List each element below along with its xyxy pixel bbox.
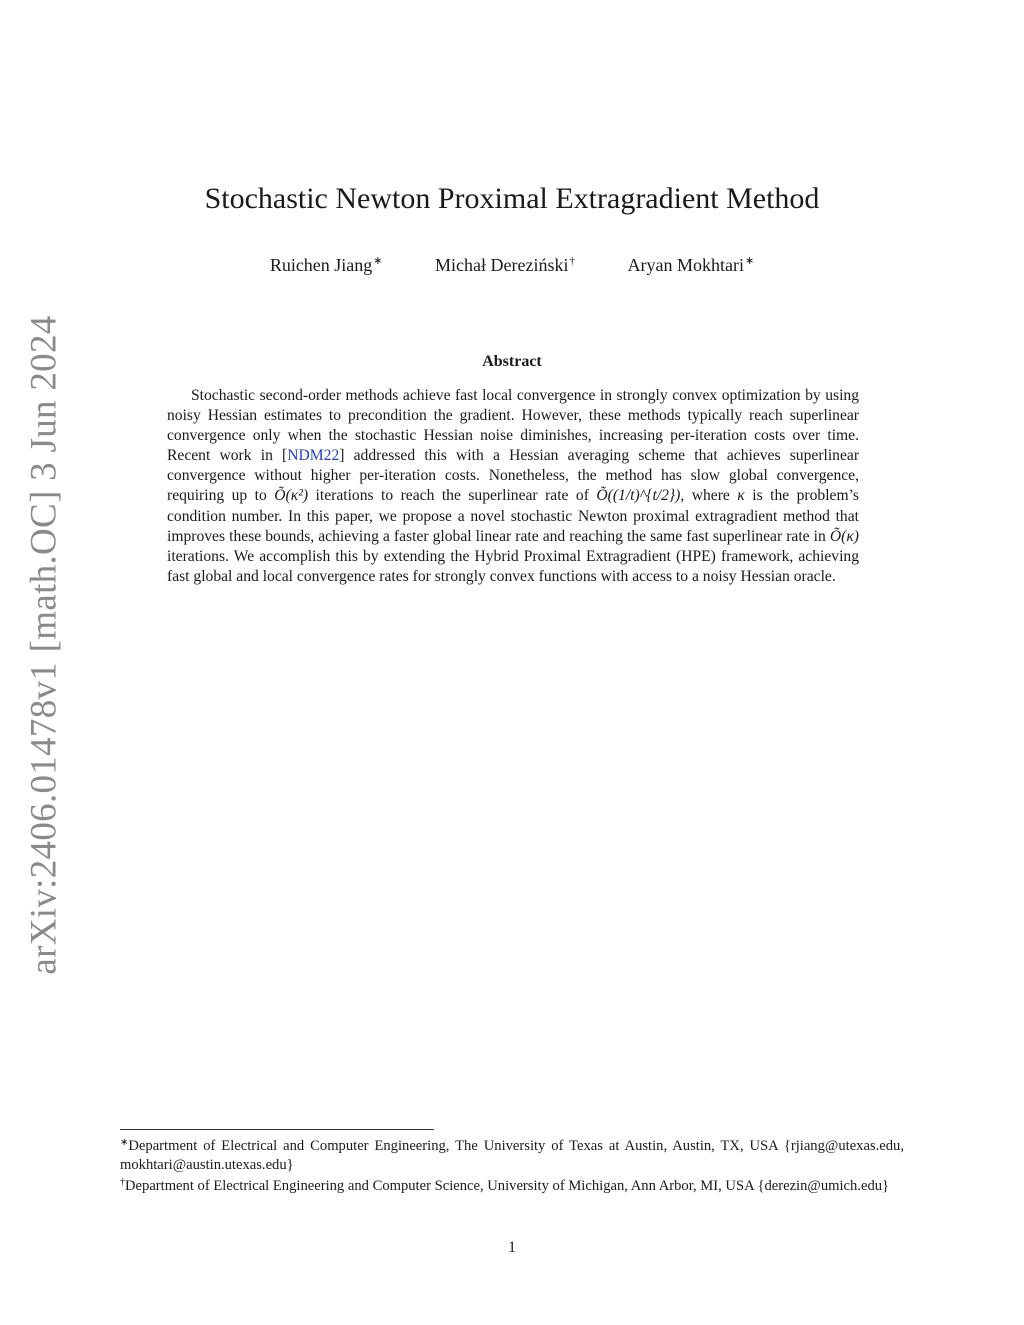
- author: [270, 254, 383, 276]
- paper-title: Stochastic Newton Proximal Extragradient Method: [204, 182, 820, 215]
- author-affiliation-mark: ∗: [744, 255, 755, 267]
- author-name: Ruichen Jiang: [269, 255, 373, 275]
- footnote-text: Department of Electrical and Computer Engineering, The University of Texas at Austin, Austin, TX, USA {rjiang@utexas.edu, mokhtari@austin.utexas.edu}: [120, 1138, 904, 1173]
- footnote: [120, 1174, 904, 1196]
- math-complexity-kappa-squared: Õ(κ²): [274, 487, 309, 505]
- author-name: Michał Dereziński: [435, 255, 569, 275]
- abstract-text: is the problem’s condition number. In this paper, we propose a novel stochastic Newton proximal extragradient method that improves these bounds, achieving a faster global linear rate and reaching the same fast superlinear rate in: [167, 487, 859, 545]
- author-list: [0, 254, 1024, 276]
- page-number: 1: [508, 1239, 516, 1256]
- author: [435, 255, 575, 276]
- footnotes: [120, 1134, 904, 1196]
- math-superlinear-rate: Õ((1/t)^{t/2}): [596, 487, 681, 505]
- math-complexity-kappa: Õ(κ): [829, 527, 859, 545]
- author-affiliation-mark: †: [569, 255, 575, 267]
- footnote-mark: ∗: [120, 1137, 129, 1148]
- footnote: [120, 1134, 904, 1174]
- author: [627, 254, 754, 276]
- citation-link[interactable]: NDM22: [287, 447, 340, 465]
- arxiv-identifier: arXiv:2406.01478v1 [math.OC] 3 Jun 2024: [23, 315, 65, 975]
- abstract-text: ] addressed this with a Hessian averaging scheme that achieves superlinear convergence without higher per-iteration costs. Nonetheless, the method has slow global convergence, requiring up to: [167, 447, 860, 505]
- math-kappa: κ: [737, 487, 745, 505]
- author-affiliation-mark: ∗: [373, 255, 383, 267]
- abstract-text: , where: [680, 487, 738, 505]
- footnote-mark: †: [120, 1177, 125, 1188]
- abstract-text: iterations. We accomplish this by extending the Hybrid Proximal Extragradient (HPE) framework, achieving fast global and local convergence rates for strongly convex functions with access to a noisy Hessian oracle.: [167, 547, 859, 585]
- abstract-heading: Abstract: [482, 353, 542, 370]
- footnote-text: Department of Electrical Engineering and Computer Science, University of Michigan, Ann Arbor, MI, USA {derezin@umich.edu}: [125, 1178, 890, 1194]
- abstract-text: Stochastic second-order methods achieve fast local convergence in strongly convex optimization by using noisy Hessian estimates to precondition the gradient. However, these methods typically reach superlinear convergence only when the stochastic Hessian noise diminishes, increasing per-iteration costs over time. Recent work in [: [167, 387, 859, 465]
- author-name: Aryan Mokhtari: [627, 255, 744, 275]
- abstract-text: iterations to reach the superlinear rate of: [308, 487, 597, 505]
- abstract-body: [167, 386, 859, 587]
- footnote-divider: [120, 1129, 434, 1130]
